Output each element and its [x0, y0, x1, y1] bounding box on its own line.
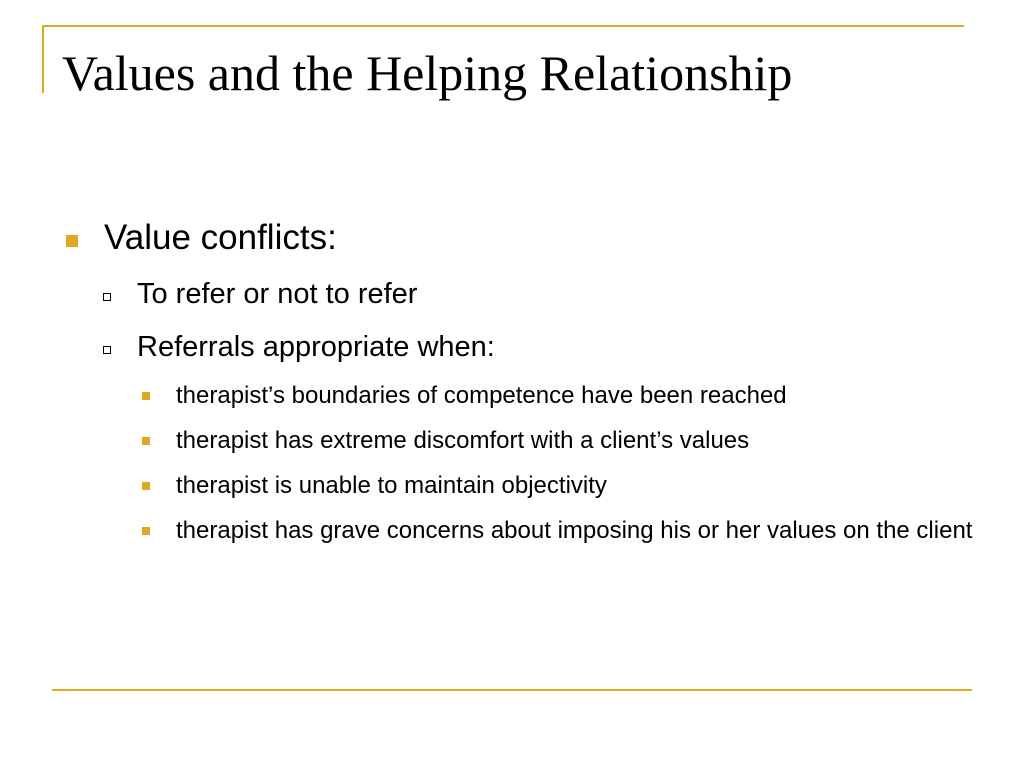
- hollow-square-bullet-icon: [103, 293, 111, 301]
- small-square-bullet-icon: [142, 482, 150, 490]
- slide-title: Values and the Helping Relationship: [62, 45, 793, 101]
- sub-sub-bullet-competence: therapist’s boundaries of competence have been reached: [176, 382, 787, 409]
- filled-square-bullet-icon: [66, 235, 78, 247]
- bottom-accent-line: [52, 689, 972, 691]
- sub-sub-bullet-objectivity: therapist is unable to maintain objectivity: [176, 472, 607, 499]
- sub-sub-bullet-imposing-values: therapist has grave concerns about imposing his or her values on the client: [176, 517, 973, 544]
- hollow-square-bullet-icon: [103, 346, 111, 354]
- small-square-bullet-icon: [142, 437, 150, 445]
- left-accent-line: [42, 25, 44, 93]
- small-square-bullet-icon: [142, 527, 150, 535]
- sub-bullet-refer: To refer or not to refer: [137, 278, 418, 310]
- bullet-value-conflicts: Value conflicts:: [104, 218, 337, 257]
- small-square-bullet-icon: [142, 392, 150, 400]
- sub-sub-bullet-discomfort: therapist has extreme discomfort with a client’s values: [176, 427, 750, 454]
- top-accent-line: [42, 25, 964, 27]
- sub-bullet-referrals-when: Referrals appropriate when:: [137, 331, 495, 363]
